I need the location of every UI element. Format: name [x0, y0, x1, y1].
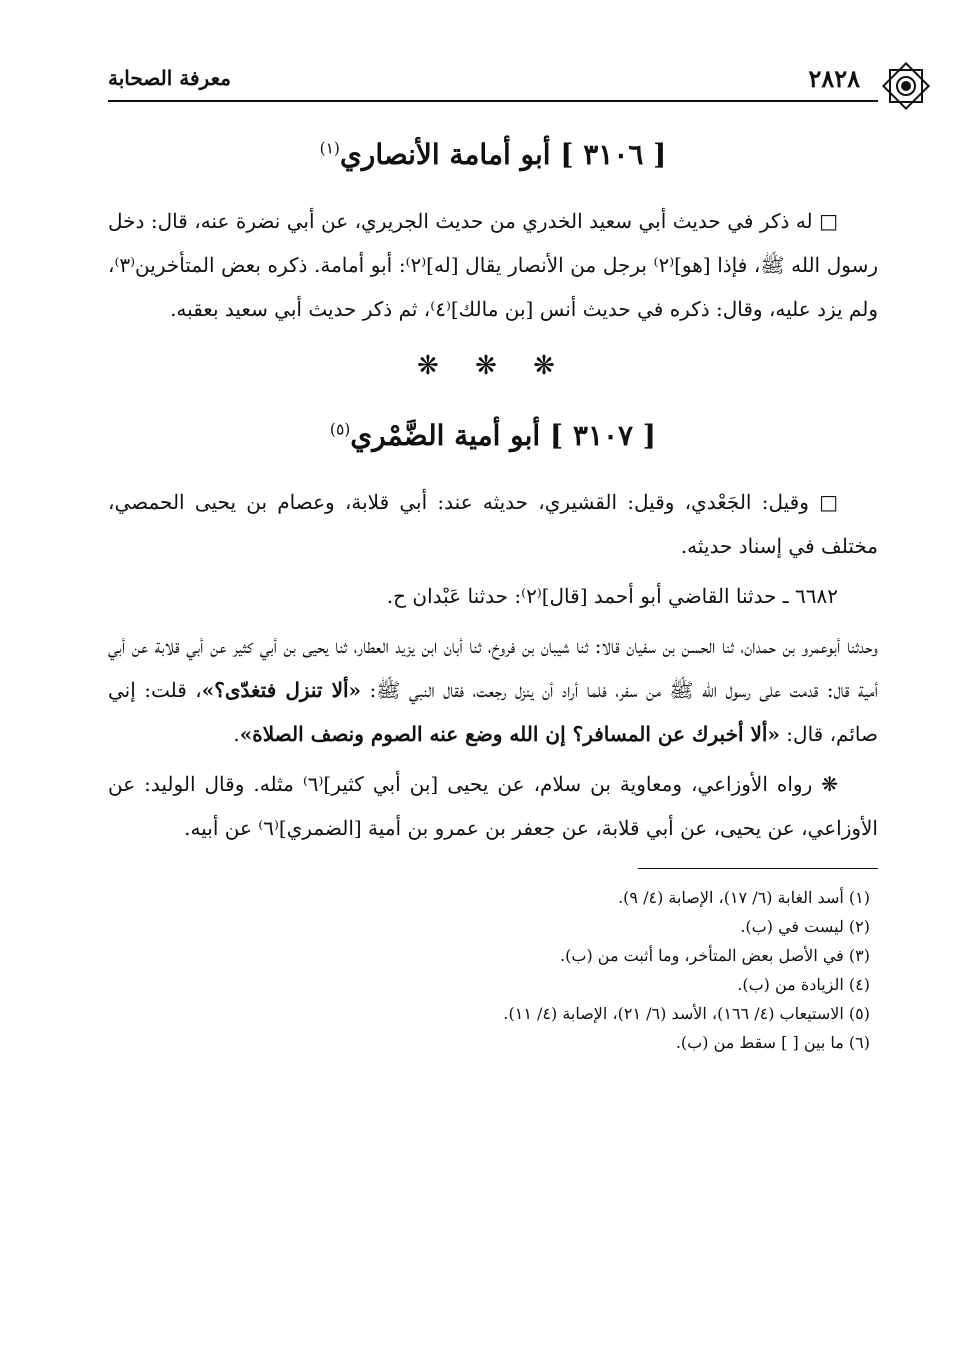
- hadith-text-middle: ، قلت: إني صائم، قال:: [108, 678, 878, 746]
- page-header: [108, 48, 878, 100]
- header-rule: [108, 100, 878, 102]
- footnote: (٥) الاستيعاب (٤/ ١٦٦)، الأسد (٦/ ٢١)، الإصابة (٤/ ١١).: [503, 1004, 870, 1023]
- hadith-quote: «ألا تنزل فتغدّى؟»: [201, 678, 362, 702]
- footnote-ref: (٥): [329, 420, 351, 439]
- footnote: (٤) الزيادة من (ب).: [737, 975, 870, 994]
- entry-heading-text: [ ٣١٠٧ ] أبو أمية الضَّمْري: [350, 419, 657, 452]
- footnotes: [108, 883, 878, 1057]
- section-separator: ❋ ❋ ❋: [417, 351, 569, 381]
- footnote-ref: (١): [319, 139, 340, 158]
- entry-heading: [108, 419, 878, 452]
- hadith-chain: وحدثنا أبوعمرو بن حمدان، ثنا الحسن بن سفيان قالا: ثنا شيبان بن فروخ، ثنا أبان ابن يزيد العطار، ثنا يحيى بن أبي كثير عن أبي قلابة عن أبي أمية قال: قدمت على رسول الله ﷺ من سفر، فلما أراد أن ينزل رجعت، فقال النبي ﷺ:: [108, 634, 879, 702]
- page: [108, 48, 878, 1057]
- entry-paragraph: ❋ رواه الأوزاعي، ومعاوية بن سلام، عن يحيى [بن أبي كثير]⁽٦⁾ مثله. وقال الوليد: عن الأوزاعي، عن يحيى، عن أبي قلابة، عن جعفر بن عمرو بن أمية [الضمري]⁽٦⁾ عن أبيه.: [108, 772, 878, 840]
- hadith-text: [108, 624, 878, 756]
- book-title: معرفة الصحابة: [108, 66, 231, 90]
- footnote: (٦) ما بين [ ] سقط من (ب).: [675, 1033, 870, 1052]
- entry-heading-text: [ ٣١٠٦ ] أبو أمامة الأنصاري: [339, 138, 667, 171]
- footnote: (٢) ليست في (ب).: [740, 917, 870, 936]
- hadith-text-end: .: [233, 722, 240, 746]
- page-number: ٢٨٢٨: [808, 64, 860, 93]
- star-ornament-icon: [878, 58, 934, 114]
- entry-paragraph: □ له ذكر في حديث أبي سعيد الخدري من حديث الجريري، عن أبي نضرة عنه، قال: دخل رسول الله ﷺ، فإذا [هو]⁽٢⁾ برجل من الأنصار يقال [له]⁽٢⁾: أبو أمامة. ذكره بعض المتأخرين⁽٣⁾، ولم يزد عليه، وقال: ذكره في حديث أنس [بن مالك]⁽٤⁾، ثم ذكر حديث أبي سعيد بعقبه.: [108, 209, 878, 321]
- footnote: (١) أسد الغابة (٦/ ١٧)، الإصابة (٤/ ٩).: [618, 888, 870, 907]
- footnote: (٣) في الأصل بعض المتأخر، وما أثبت من (ب).: [560, 946, 870, 965]
- entry-heading: [108, 138, 878, 171]
- entry-paragraph: □ وقيل: الجَعْدي، وقيل: القشيري، حديثه عند: أبي قلابة، وعصام بن يحيى الحمصي، مختلف في إسناد حديثه.: [108, 490, 878, 558]
- footnote-rule: [638, 868, 878, 869]
- hadith-number-line: ٦٦٨٢ ـ حدثنا القاضي أبو أحمد [قال]⁽٢⁾: حدثنا عَبْدان ح.: [386, 584, 838, 608]
- hadith-quote: «ألا أخبرك عن المسافر؟ إن الله وضع عنه الصوم ونصف الصلاة»: [239, 722, 780, 746]
